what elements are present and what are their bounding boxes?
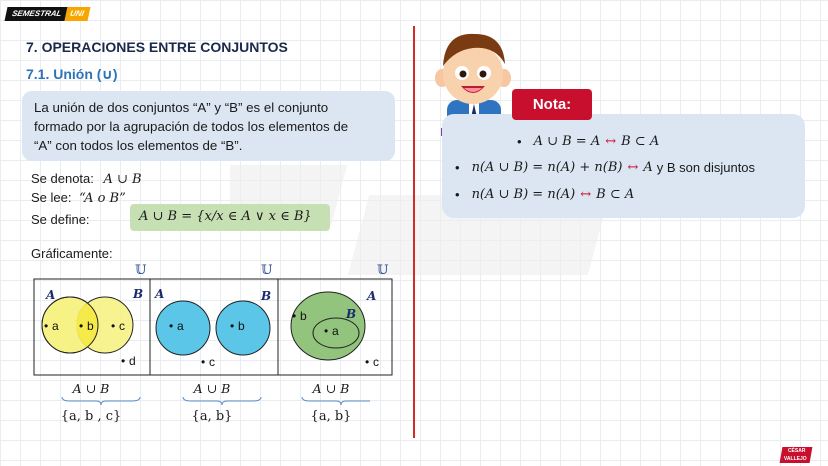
caption-braces [30,395,370,407]
venn3-elem-b: b [300,309,307,323]
venn2-dot-c: • [201,355,206,369]
brand-badge-part1: SEMESTRAL [5,7,68,21]
venn3-elem-a: a [332,324,339,338]
define-label: Se define: [31,212,90,227]
section-title: 7. OPERACIONES ENTRE CONJUNTOS [26,39,288,55]
nota-item-3 [455,187,634,202]
nota-item-3-math: n(A ∪ B) = n(A) [471,187,576,202]
venn1-brace [62,397,140,405]
universe-symbol-2: 𝕌 [261,263,273,278]
venn1-label-b: B [133,287,144,301]
venn1-dot-d: • [121,354,126,368]
lee-value: “A o B” [79,191,126,206]
venn2-result: {a, b} [191,409,233,424]
definition-line-1: La unión de dos conjuntos “A” y “B” es el conjunto [34,100,329,115]
venn1-result: {a, b , c} [60,409,122,424]
vertical-divider [413,26,415,438]
bullet-dot: • [455,187,460,202]
venn3-caption: A ∪ B [312,381,350,396]
nota-item-1-math: A ∪ B = A [533,134,601,149]
venn3-label-a: A [367,289,377,303]
venn2-elem-c: c [209,355,215,369]
definition-box [22,91,395,161]
definition-line-3: “A” con todos los elementos de “B”. [34,138,243,153]
lee-label: Se lee: [31,190,72,205]
venn3-dot-c: • [365,355,370,369]
venn2-dot-a: • [169,319,174,333]
venn2-caption: A ∪ B [193,381,231,396]
universe-symbol-1: 𝕌 [135,263,147,278]
nota-item-2 [455,160,755,175]
venn3-result: {a, b} [310,409,352,424]
footer-logo [780,447,813,463]
nota-item-1-rest: B ⊂ A [621,134,660,149]
venn2-label-b: B [261,289,272,303]
universe-symbol-3: 𝕌 [377,263,389,278]
nota-item-3-rest: B ⊂ A [596,187,635,202]
venn3-brace [302,397,370,405]
nota-item-3-arrow: ↔ [580,187,592,202]
bullet-dot: • [517,134,522,149]
venn2-elem-a: a [177,319,184,333]
venn2-label-a: A [155,287,165,301]
footer-logo-line1: CÉSAR [787,448,806,454]
venn3-label-b: B [346,307,357,321]
venn1-elem-a: a [52,319,59,333]
nota-title: Nota: [512,89,592,120]
nota-item-1 [517,134,659,149]
denota-row [31,171,142,187]
bullet-dot: • [455,160,460,175]
venn2-elem-b: b [238,319,245,333]
venn1-dot-c: • [111,319,116,333]
venn-diagrams [30,262,400,382]
venn1-dot-a: • [44,319,49,333]
denota-label: Se denota: [31,171,94,186]
venn1-elem-d: d [129,354,136,368]
denota-value: A ∪ B [103,172,142,187]
union-formula: A ∪ B = {x/x ∈ A ∨ x ∈ B} [130,204,330,231]
venn1-caption: A ∪ B [72,381,110,396]
venn3-dot-b: • [292,309,297,323]
venn3-dot-a: • [324,324,329,338]
venn1-label-a: A [46,288,56,302]
nota-item-2-math: n(A ∪ B) = n(A) + n(B) [471,160,623,175]
venn2-brace [183,397,261,405]
brand-badge-part2: UNI [65,7,91,21]
nota-item-2-text: y B son disjuntos [656,160,756,175]
nota-item-2-rest: A [643,160,653,175]
venn1-elem-c: c [119,319,125,333]
venn1-elem-b: b [87,319,94,333]
lee-row [31,190,126,206]
footer-logo-line2: VALLEJO [783,456,807,462]
venn3-elem-c: c [373,355,379,369]
venn1-dot-b: • [79,319,84,333]
venn2-dot-b: • [230,319,235,333]
section-subtitle: 7.1. Unión (∪) [26,66,118,82]
nota-item-1-arrow: ↔ [605,134,617,149]
brand-badge [6,7,89,21]
definition-line-2: formado por la agrupación de todos los elementos de [34,119,349,134]
nota-item-2-arrow: ↔ [627,160,639,175]
graphic-label: Gráficamente: [31,246,113,261]
